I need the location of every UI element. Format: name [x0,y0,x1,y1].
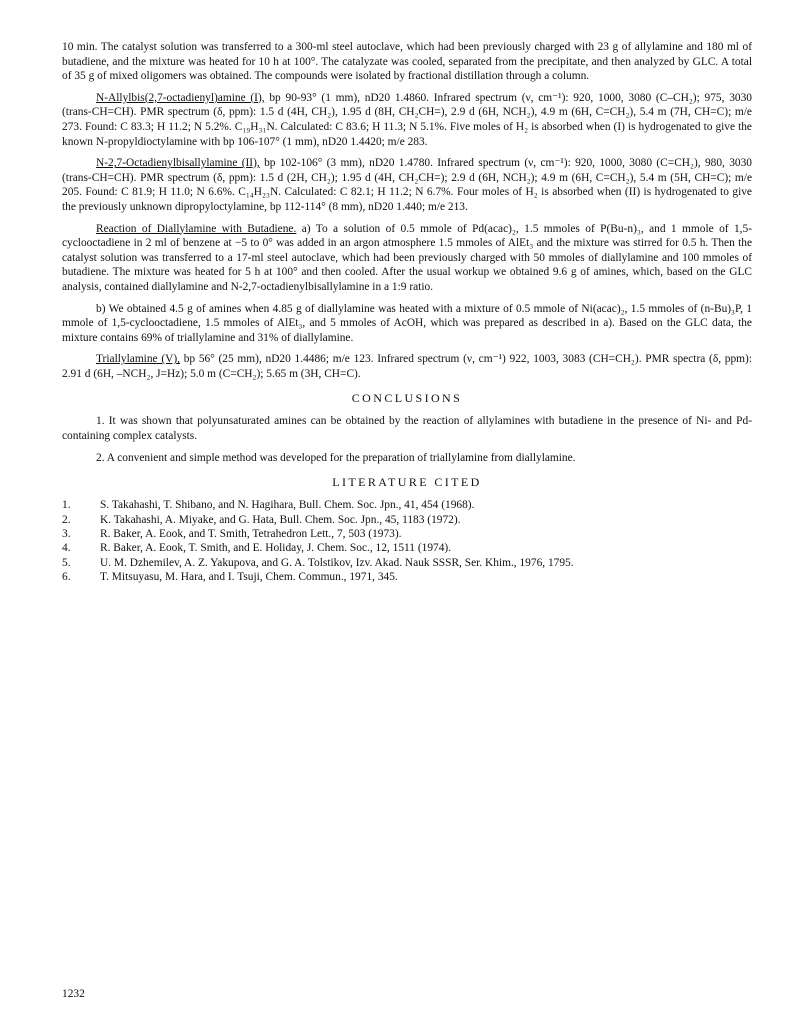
reference-item [62,570,752,584]
reference-number: 2. [62,513,71,526]
reaction-a-text: a) To a solution of 0.5 mmole of Pd(acac)₂, 1.5 mmoles of P(Bu-n)₃, and 1 mmole of 1,5-cyclooctadiene in 2 ml of benzene at −5 to 0° was added in an argon atmosphere 1.5 mmoles of AlEt₃ and the mixture was stirred for 0.5 h. Then the catalyst solution was transferred to a 17-ml steel autoclave, which had been previously charged with 50 mmoles of diallylamine and 100 mmoles of butadiene. The mixture was heated for 5 h at 100° and then cooled. After the usual workup we obtained 9.6 g of amines, which, based on the GLC analysis, contained diallylamine and N-2,7-octadienylbisallylamine in a 1:9 ratio. [62,222,752,293]
paragraph-compound-II [62,156,752,214]
reaction-heading: Reaction of Diallylamine with Butadiene. [96,222,297,235]
reference-number: 6. [62,571,71,584]
reference-list [62,498,752,584]
page-body [62,40,752,585]
reference-item [62,541,752,555]
paragraph-procedure-end: 10 min. The catalyst solution was transferred to a 300-ml steel autoclave, which had been previously charged with 23 g of allylamine and 180 ml of butadiene, and the mixture was heated for 10 h at 100°. The catalyzate was cooled, separated from the precipitate, and then analyzed by GLC. A total of 35 g of mixed oligomers was obtained. The compounds were isolated by fractional distillation through a column. [62,41,752,83]
reference-text: T. Mitsuyasu, M. Hara, and I. Tsuji, Chem. Commun., 1971, 345. [100,571,398,584]
reference-item [62,556,752,570]
conclusion-1: 1. It was shown that polyunsaturated amines can be obtained by the reaction of allylamines with butadiene in the presence of Ni- and Pd-containing complex catalysts. [62,415,752,443]
paragraph-reaction-a [62,222,752,295]
reference-text: K. Takahashi, A. Miyake, and G. Hata, Bull. Chem. Soc. Jpn., 45, 1183 (1972). [100,513,461,526]
reference-number: 1. [62,499,71,512]
reference-number: 4. [62,542,71,555]
conclusions-heading: CONCLUSIONS [351,391,463,406]
compound-II-data: bp 102-106° (3 mm), nD20 1.4780. Infrared spectrum (ν, cm⁻¹): 920, 1000, 3080 (C=CH₂), 980, 3030 (trans-CH=CH). PMR spectrum (δ, ppm): 1.5 d (2H, CH₂); 1.95 d (4H, CH₂CH=); 2.9 d (6H, NCH₂); 4.9 m (6H, C=CH₂), 5.4 m (5H, CH=C); m/e 205. Found: C 81.9; H 11.0; N 6.6%. C₁₄H₂₃N. Calculated: C 82.1; H 11.2; N 6.7%. Four moles of H₂ is absorbed when (II) is hydrogenated to give the previously unknown dipropyloctylamine, bp 112-114° (8 mm), nD20 1.440; m/e 213. [62,157,753,213]
reference-text: R. Baker, A. Eook, T. Smith, and E. Holiday, J. Chem. Soc., 12, 1511 (1974). [100,542,452,555]
triallylamine-data: bp 56° (25 mm), nD20 1.4486; m/e 123. Infrared spectrum (ν, cm⁻¹) 922, 1003, 3083 (CH=CH₂). PMR spectra (δ, ppm): 2.91 d (6H, –NCH₂, J=Hz); 5.0 m (C=CH₂); 5.65 m (3H, CH=C). [62,353,752,380]
compound-I-data: bp 90-93° (1 mm), nD20 1.4860. Infrared spectrum (ν, cm⁻¹): 920, 1000, 3080 (C–CH₂); 975, 3030 (trans-CH=CH). PMR spectrum (δ, ppm): 1.5 d (4H, CH₂), 1.95 d (8H, CH₂CH=), 2.9 d (6H, NCH₂), 4.9 m (6H, C=CH₂), 5.4 m (7H, CH=C); m/e 273. Found: C 83.3; H 11.2; N 5.2%. C₁₉H₃₁N. Calculated: C 83.6; H 11.3; N 5.1%. Five moles of H₂ is absorbed when (I) is hydrogenated to give the known N-propyldioctylamine with bp 106-107° (1 mm), nD20 1.4420; m/e 283. [62,91,752,148]
reference-item [62,513,752,527]
reference-item [62,527,752,541]
conclusion-2: 2. A convenient and simple method was developed for the preparation of triallylamine from diallylamine. [96,451,576,464]
compound-II-name: N-2,7-Octadienylbisallylamine (II), [96,157,260,170]
reference-text: R. Baker, A. Eook, and T. Smith, Tetrahedron Lett., 7, 503 (1973). [100,528,402,541]
reference-item [62,498,752,512]
compound-I-name: N-Allylbis(2,7-octadienyl)amine (I), [96,91,265,104]
reference-text: S. Takahashi, T. Shibano, and N. Hagihara, Bull. Chem. Soc. Jpn., 41, 454 (1968). [100,499,475,512]
paragraph-triallylamine [62,352,752,381]
reference-number: 3. [62,528,71,541]
page-number: 1232 [62,988,85,1000]
literature-heading: LITERATURE CITED [332,475,482,490]
paragraph-compound-I [62,91,752,149]
triallylamine-name: Triallylamine (V), [96,353,180,366]
reference-text: U. M. Dzhemilev, A. Z. Yakupova, and G. A. Tolstikov, Izv. Akad. Nauk SSSR, Ser. Khim., 1976, 1795. [100,556,574,569]
paragraph-reaction-b: b) We obtained 4.5 g of amines when 4.85 g of diallylamine was heated with a mixture of 0.5 mmole of Ni(acac)₂, 1.5 mmoles of (n-Bu)₃P, 1 mmole of 1,5-cyclooctadiene, 1.5 mmoles of AlEt₃, and 5 mmoles of AcOH, which was prepared as described in a). Based on the GLC data, the mixture contains 69% of triallylamine and 31% of diallylamine. [62,302,752,344]
reference-number: 5. [62,556,71,569]
